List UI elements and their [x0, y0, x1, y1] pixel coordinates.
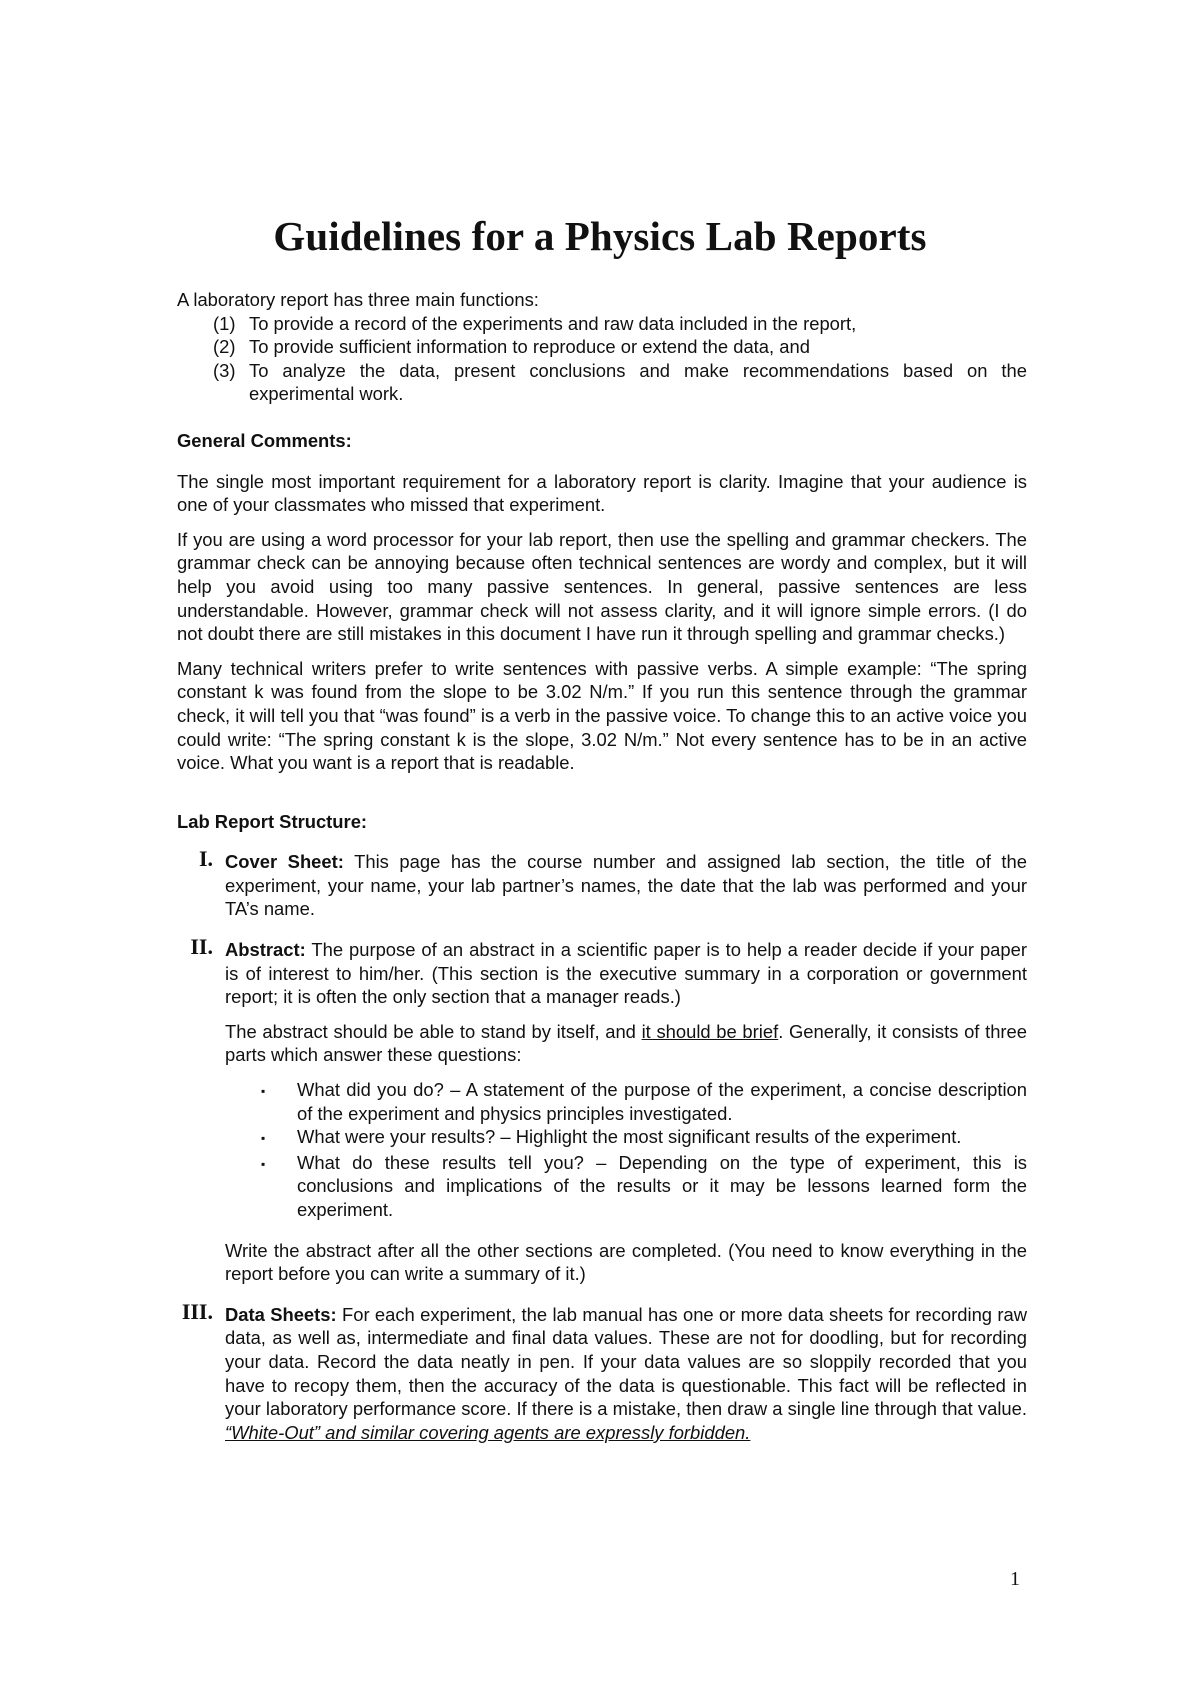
- page-title: Guidelines for a Physics Lab Reports: [273, 213, 927, 259]
- bullet-icon: ▪: [261, 1131, 266, 1146]
- general-comments-heading: General Comments:: [177, 429, 352, 451]
- intro-item-number: (3): [213, 359, 236, 381]
- abstract-text: The purpose of an abstract in a scientific paper is to help a reader decide if your paper is of interest to him/her. (This section is the executive summary in a corporation or government report; it is often the only section that a manager reads.): [225, 939, 1027, 1008]
- intro-item-text: To provide a record of the experiments and raw data included in the report,: [249, 312, 857, 334]
- data-sheets-paragraph: [225, 1303, 1027, 1445]
- list-item: [225, 1151, 1027, 1222]
- intro-item-number: (1): [213, 312, 236, 334]
- abstract-label: Abstract:: [225, 939, 306, 961]
- data-sheets-text: For each experiment, the lab manual has one or more data sheets for recording raw data, as well as, intermediate and final data values. These are not for doodling, but for recording your data. Record the data neatly in pen. If your data values are so sloppily recorded that you have to recopy them, then the accuracy of the data is questionable. This fact will be reflected in your laboratory performance score. If there is a mistake, then draw a single line through that value.: [225, 1303, 1027, 1420]
- general-paragraph-1: The single most important requirement for a laboratory report is clarity. Imagine that your audience is one of your classmates who missed that experiment.: [177, 470, 1027, 516]
- intro-item-text: To analyze the data, present conclusions and make recommendations based on the experimental work.: [249, 359, 1027, 405]
- cover-sheet-text: This page has the course number and assigned lab section, the title of the experiment, your name, your lab partner’s names, the date that the lab was performed and your TA’s name.: [225, 851, 1027, 920]
- abstract-p2-end: . Generally, it consists of three parts which answer these questions:: [225, 1020, 1028, 1066]
- bullet-text: What were your results? – Highlight the most significant results of the experiment.: [297, 1126, 962, 1148]
- abstract-paragraph-2: [225, 1020, 1027, 1067]
- document-body: [177, 288, 1027, 1444]
- page-number: 1: [1010, 1568, 1020, 1590]
- intro-item: [177, 312, 1027, 336]
- structure-heading: Lab Report Structure:: [177, 810, 368, 832]
- intro-item-text: To provide sufficient information to reproduce or extend the data, and: [249, 336, 810, 358]
- bullet-icon: ▪: [261, 1084, 266, 1099]
- bullet-text: What did you do? – A statement of the purpose of the experiment, a concise description of the experiment and physics principles investigated.: [297, 1079, 1027, 1124]
- cover-sheet-paragraph: [225, 850, 1027, 921]
- intro-item: [177, 335, 1027, 359]
- cover-sheet-label: Cover Sheet:: [225, 851, 344, 873]
- white-out-warning: “White-Out” and similar covering agents are expressly forbidden.: [225, 1421, 751, 1443]
- intro-item: [177, 359, 1027, 406]
- list-item: [225, 1078, 1027, 1125]
- section-numeral: II.: [190, 934, 213, 960]
- abstract-paragraph-3: Write the abstract after all the other sections are completed. (You need to know everything in the report before you can write a summary of it.): [225, 1239, 1027, 1285]
- abstract-p2-start: The abstract should be able to stand by itself, and: [225, 1020, 642, 1042]
- intro-item-number: (2): [213, 336, 236, 358]
- section-numeral: I.: [198, 846, 213, 872]
- data-sheets-label: Data Sheets:: [225, 1303, 337, 1325]
- abstract-brief-underline: it should be brief: [641, 1020, 779, 1042]
- section-abstract: [177, 934, 1028, 1286]
- general-paragraph-2: If you are using a word processor for your lab report, then use the spelling and grammar checkers. The grammar check can be annoying because often technical sentences are wordy and complex, but it will help you avoid using too many passive sentences. In general, passive sentences are less understandable. However, grammar check will not assess clarity, and it will ignore simple errors. (I do not doubt there are still mistakes in this document I have run it through spelling and grammar checks.): [177, 528, 1027, 645]
- section-numeral: III.: [181, 1298, 213, 1324]
- section-data-sheets: [177, 1298, 1027, 1445]
- list-item: [225, 1125, 1027, 1151]
- intro-lead: A laboratory report has three main functions:: [177, 289, 539, 310]
- general-paragraph-3: Many technical writers prefer to write sentences with passive verbs. A simple example: “The spring constant k was found from the slope to be 3.02 N/m.” If you run this sentence through the grammar check, it will tell you that “was found” is a verb in the passive voice. To change this to an active voice you could write: “The spring constant k is the slope, 3.02 N/m.” Not every sentence has to be in an active voice. What you want is a report that is readable.: [177, 657, 1027, 774]
- bullet-icon: ▪: [261, 1156, 266, 1171]
- abstract-bullet-list: [225, 1078, 1027, 1222]
- abstract-paragraph-1: [225, 938, 1027, 1009]
- bullet-text: What do these results tell you? – Depending on the type of experiment, this is conclusions and implications of the results or it may be lessons learned form the experiment.: [297, 1151, 1027, 1220]
- section-cover-sheet: [177, 846, 1027, 921]
